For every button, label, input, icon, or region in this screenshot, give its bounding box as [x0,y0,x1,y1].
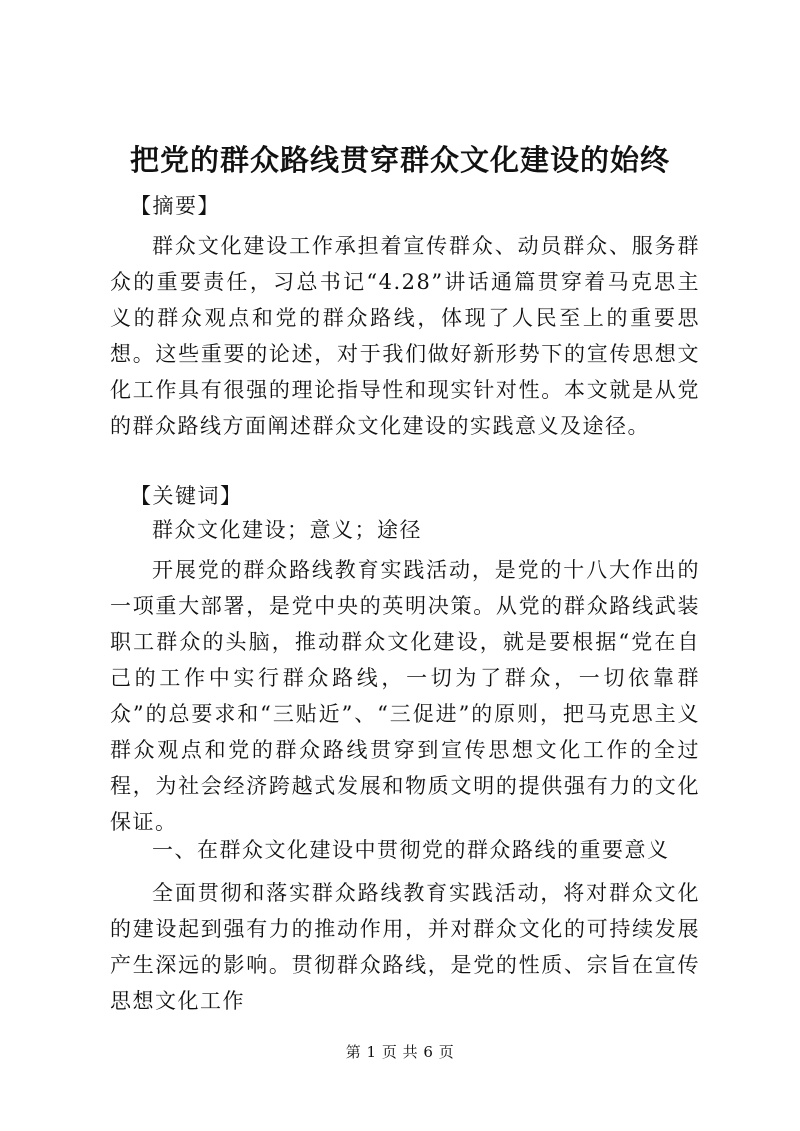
abstract-label: 【摘要】 [130,194,220,218]
body-paragraph-2: 全面贯彻和落实群众路线教育实践活动，将对群众文化的建设起到强有力的推动作用，并对群众文化的可持续发展产生深远的影响。贯彻群众路线，是党的性质、宗旨在宣传思想文化工作 [110,881,700,1013]
abstract-paragraph: 群众文化建设工作承担着宣传群众、动员群众、服务群众的重要责任，习总书记“4.28”讲话通篇贯穿着马克思主义的群众观点和党的群众路线，体现了人民至上的重要思想。这些重要的论述，对于我们做好新形势下的宣传思想文化工作具有很强的理论指导性和现实针对性。本文就是从党的群众路线方面阐述群众文化建设的实践意义及途径。 [110,234,700,438]
document-title: 把党的群众路线贯穿群众文化建设的始终 [129,143,670,177]
keywords-label: 【关键词】 [130,484,243,508]
body-paragraph-1: 开展党的群众路线教育实践活动，是党的十八大作出的一项重大部署，是党中央的英明决策。从党的群众路线武装职工群众的头脑，推动群众文化建设，就是要根据“党在自己的工作中实行群众路线，一切为了群众，一切依靠群众”的总要求和“三贴近”、“三促进”的原则，把马克思主义群众观点和党的群众路线贯穿到宣传思想文化工作的全过程，为社会经济跨越式发展和物质文明的提供强有力的文化保证。 [110,558,700,834]
keywords-paragraph: 群众文化建设；意义；途径 [152,518,422,542]
page-footer: 第 1 页 共 6 页 [345,1043,455,1061]
section-heading-1: 一、在群众文化建设中贯彻党的群众路线的重要意义 [152,838,670,862]
